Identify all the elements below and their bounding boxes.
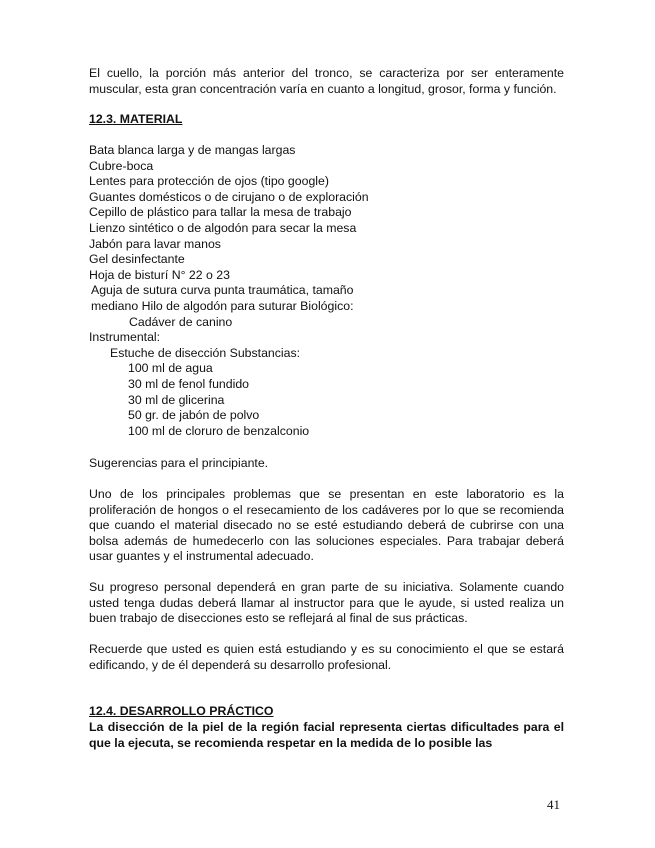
list-item: Instrumental: [89, 330, 161, 345]
list-item: 30 ml de glicerina [128, 392, 225, 407]
page-number: 41 [547, 797, 560, 812]
material-heading: 12.3. MATERIAL [89, 112, 183, 126]
list-item: Aguja de sutura curva punta traumática, tamaño [91, 283, 354, 298]
suggestions-title: Sugerencias para el principiante. [89, 456, 269, 470]
intro-paragraph: El cuello, la porción más anterior del tronco, se caracteriza por ser enteramente muscular, esta gran concentración varía en cuanto a longitud, grosor, forma y función. [89, 66, 564, 96]
list-item: Guantes domésticos o de cirujano o de exploración [89, 189, 369, 204]
list-item: 30 ml de fenol fundido [128, 376, 250, 391]
list-item: Lentes para protección de ojos (tipo google) [89, 174, 329, 189]
list-item: Estuche de disección Substancias: [110, 345, 301, 360]
list-item: Cadáver de canino [129, 314, 233, 329]
list-item: Cubre-boca [89, 158, 154, 173]
list-item: 50 gr. de jabón de polvo [128, 408, 260, 423]
suggestions-paragraph-3: Recuerde que usted es quien está estudiando y es su conocimiento el que se estará edificando, y de él dependerá su desarrollo profesional. [89, 642, 564, 672]
list-item: Lienzo sintético o de algodón para secar la mesa [89, 220, 357, 235]
list-item: Hoja de bisturí N° 22 o 23 [89, 267, 230, 282]
list-item: Bata blanca larga y de mangas largas [89, 143, 296, 157]
list-item: Jabón para lavar manos [89, 236, 221, 251]
suggestions-paragraph-1: Uno de los principales problemas que se presentan en este laboratorio es la proliferación de hongos o el resecamiento de los cadáveres por lo que se recomienda que cuando el material disecado no se esté estudiando deberá de cubrirse con una bolsa además de humedecerlo con las soluciones especiales. Para trabajar deberá usar guantes y el instrumental adecuado. [89, 487, 564, 564]
list-item: Cepillo de plástico para tallar la mesa de trabajo [89, 205, 352, 220]
list-item: mediano Hilo de algodón para suturar Biológico: [91, 298, 354, 313]
practice-paragraph: La disección de la piel de la región facial representa ciertas dificultades para el que la ejecuta, se recomienda respetar en la medida de lo posible las [89, 720, 564, 750]
practice-heading: 12.4. DESARROLLO PRÁCTICO [89, 704, 274, 718]
list-item: Gel desinfectante [89, 252, 185, 267]
suggestions-paragraph-2: Su progreso personal dependerá en gran parte de su iniciativa. Solamente cuando usted tenga dudas deberá llamar al instructor para que le ayude, si usted realiza un buen trabajo de disecciones esto se reflejará al final de sus prácticas. [89, 580, 564, 626]
list-item: 100 ml de cloruro de benzalconio [128, 423, 310, 438]
material-list [89, 143, 569, 439]
list-item: 100 ml de agua [128, 361, 213, 376]
